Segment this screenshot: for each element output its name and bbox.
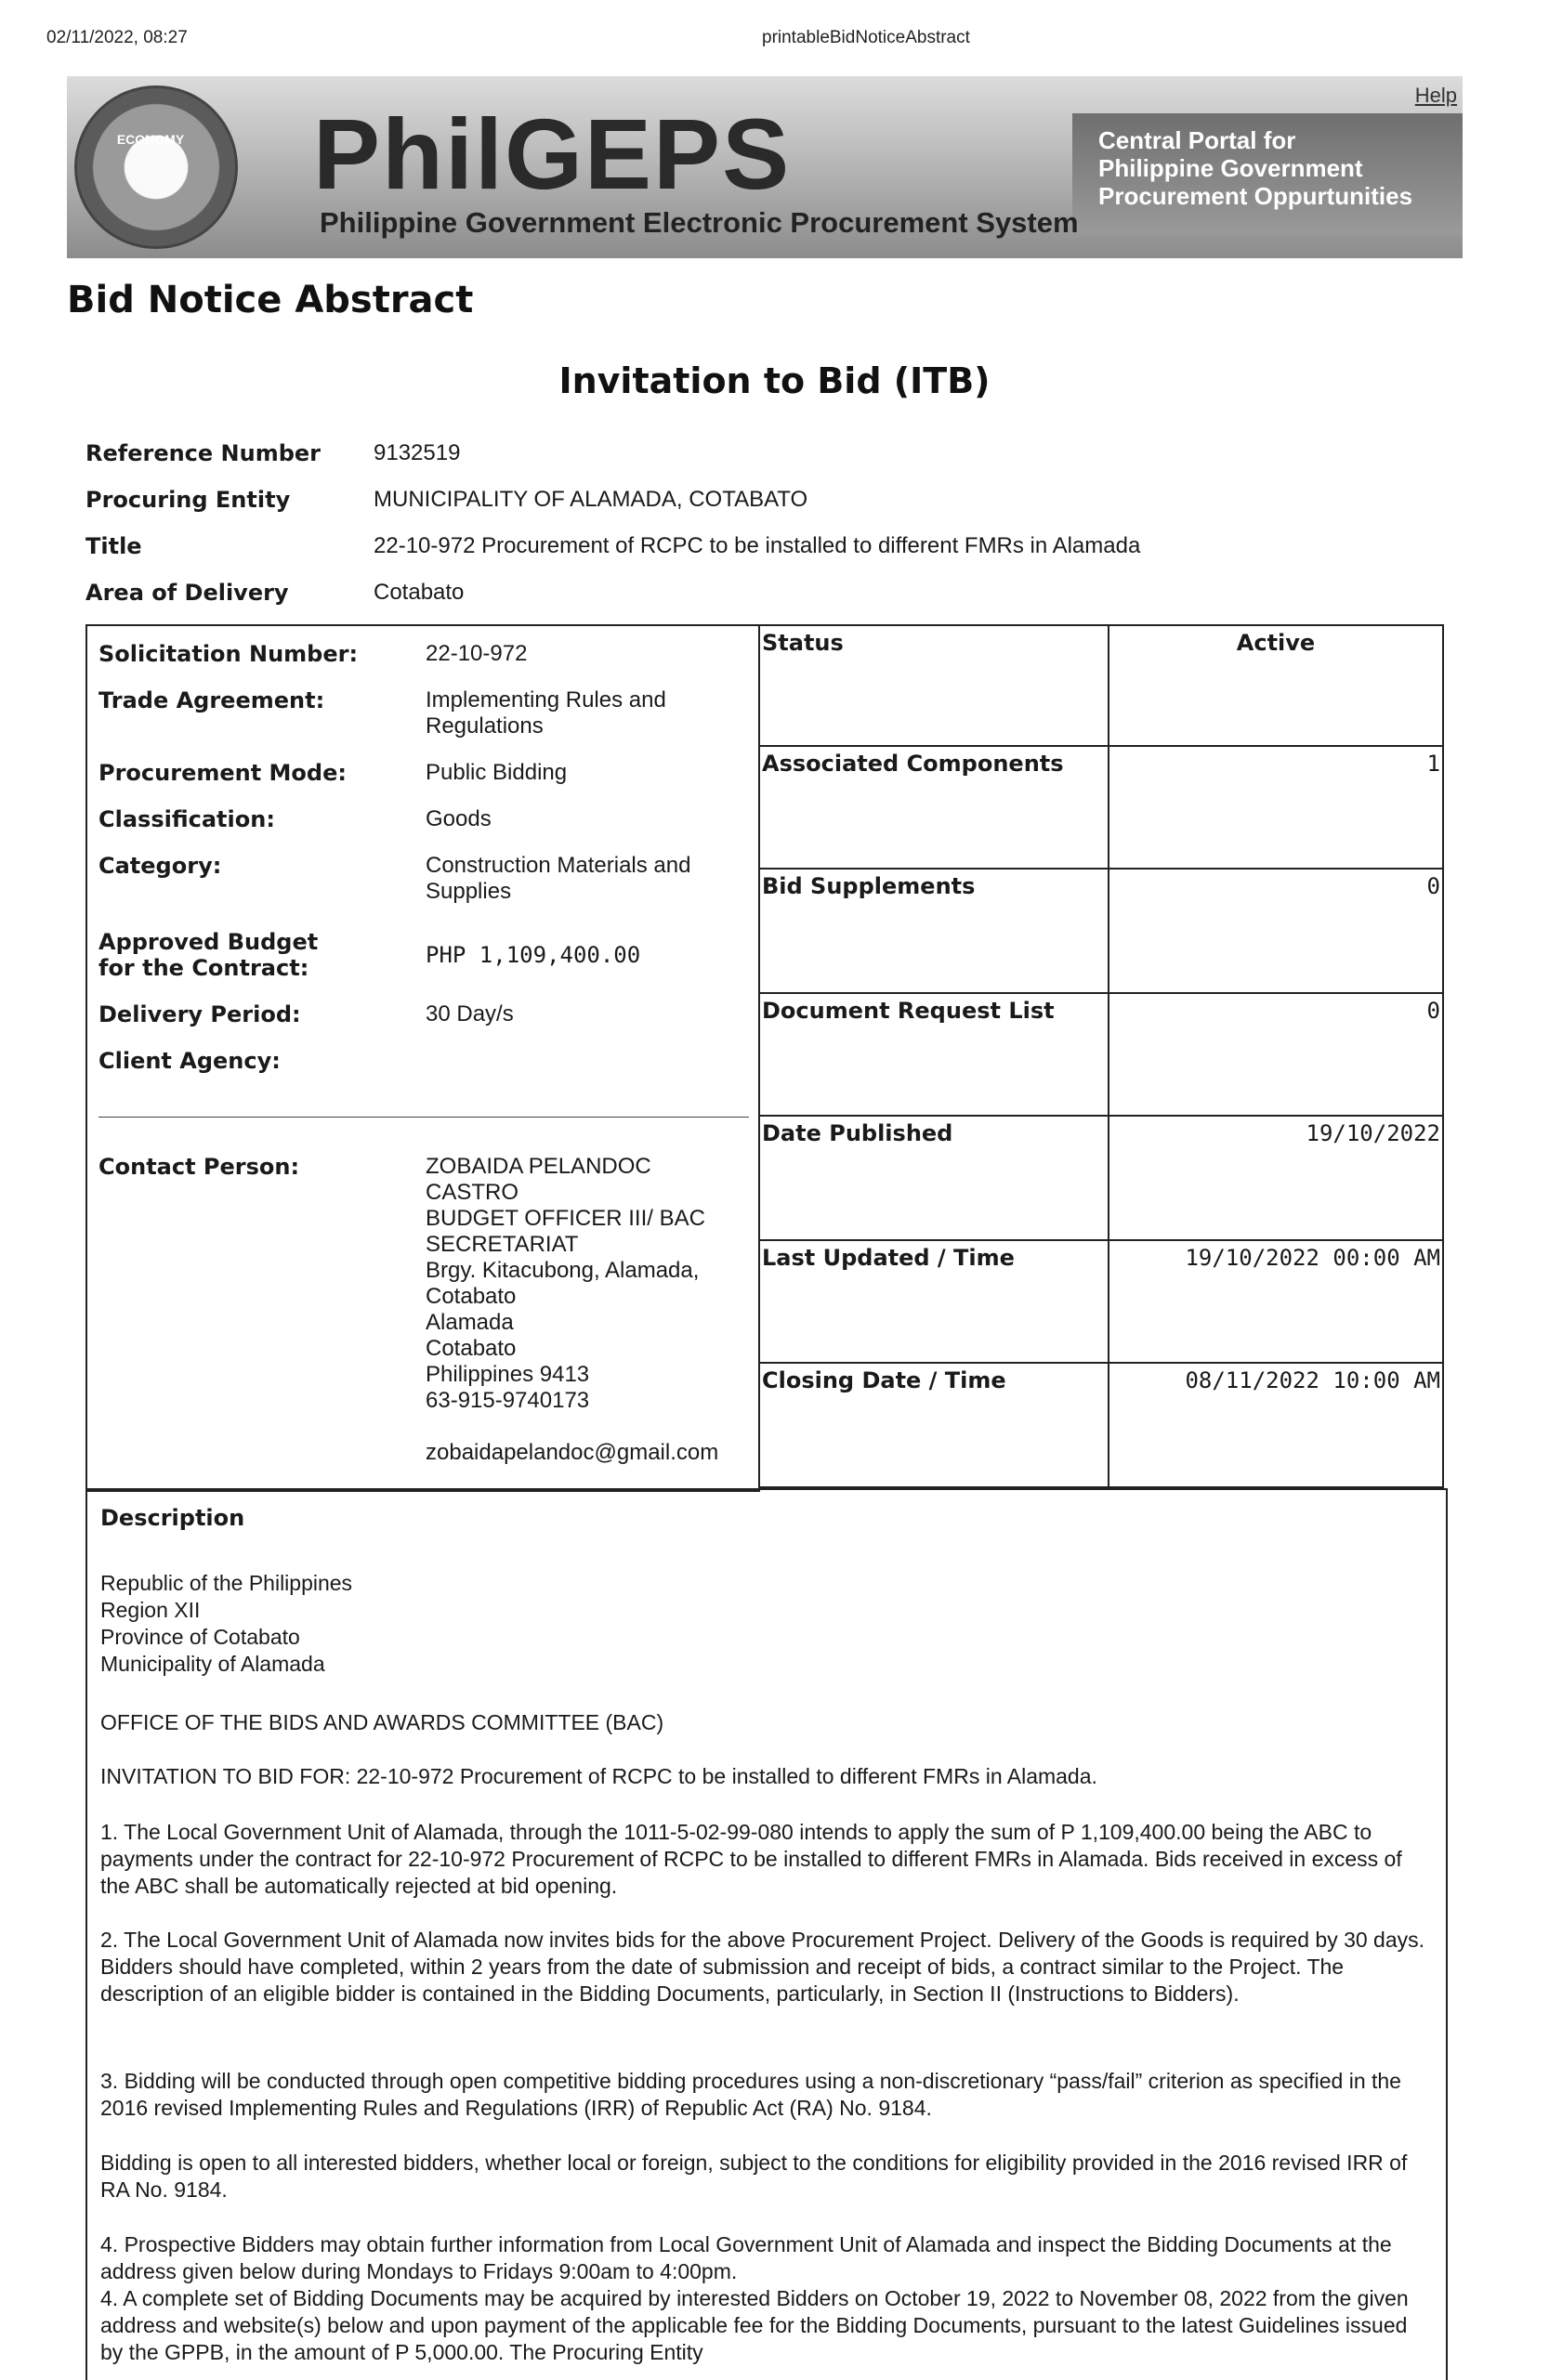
paragraph: 4. Prospective Bidders may obtain further information from Local Government Unit of Alamada and inspect the Bidding Documents at the address given below during Mondays to Fridays 9:00am to 4:00pm. xyxy=(100,2232,1392,2283)
doc-request-label: Document Request List xyxy=(762,998,1055,1024)
contact-details xyxy=(426,1154,751,1466)
detail-label: Solicitation Number: xyxy=(98,641,359,667)
closing-value: 08/11/2022 10:00 AM xyxy=(1185,1367,1440,1393)
detail-label: Client Agency: xyxy=(98,1048,281,1074)
detail-value: PHP 1,109,400.00 xyxy=(426,942,641,968)
contact-line: 63-915-9740173 xyxy=(426,1388,590,1413)
summary-value: 9132519 xyxy=(374,440,461,465)
paragraph: 2. The Local Government Unit of Alamada now invites bids for the above Procurement Project. Delivery of the Goods is required by 30 days. Bidders should have completed, within 2 years from the date of submission and receipt of bids, a contract similar to the Project. The description of an eligible bidder is contained in the Bidding Documents, particularly, in Section II (Instructions to Bidders). xyxy=(100,1928,1425,2006)
portal-tagline xyxy=(1098,126,1412,210)
address-line: Region XII xyxy=(100,1598,201,1622)
updated-value: 19/10/2022 00:00 AM xyxy=(1185,1245,1440,1271)
updated-value-cell xyxy=(1109,1241,1444,1364)
office-line: OFFICE OF THE BIDS AND AWARDS COMMITTEE (BAC) xyxy=(100,1710,664,1734)
updated-label-cell xyxy=(760,1241,1109,1364)
philgeps-logo: PhilGEPS xyxy=(313,98,792,210)
status-label-cell xyxy=(760,624,1109,747)
closing-value-cell xyxy=(1109,1364,1444,1488)
detail-label: Procurement Mode: xyxy=(98,760,347,786)
detail-label: Classification: xyxy=(98,806,275,832)
section-title: Invitation to Bid (ITB) xyxy=(558,360,991,401)
portal-line: Procurement Oppurtunities xyxy=(1098,182,1413,210)
components-value-cell xyxy=(1109,747,1444,870)
help-link[interactable]: Help xyxy=(1414,84,1457,107)
components-label-cell xyxy=(760,747,1109,870)
detail-value: 30 Day/s xyxy=(426,1001,514,1027)
address-line: Municipality of Alamada xyxy=(100,1652,325,1676)
summary-label: Reference Number xyxy=(85,440,322,466)
updated-label: Last Updated / Time xyxy=(762,1245,1015,1271)
detail-value: 22-10-972 xyxy=(426,641,528,666)
banner-subtitle: Philippine Government Electronic Procurement System xyxy=(320,206,1079,239)
contact-email: zobaidapelandoc@gmail.com xyxy=(426,1440,719,1465)
summary-label: Title xyxy=(85,533,142,559)
paragraph: 3. Bidding will be conducted through open competitive bidding procedures using a non-discretionary “pass/fail” criterion as specified in the 2016 revised Implementing Rules and Regulations (IRR) of Republic Act (RA) No. 9184. xyxy=(100,2069,1401,2120)
contact-line: Brgy. Kitacubong, Alamada, xyxy=(426,1258,700,1283)
detail-value: Implementing Rules and Regulations xyxy=(426,687,666,739)
published-label: Date Published xyxy=(762,1120,953,1146)
detail-label: Delivery Period: xyxy=(98,1001,301,1027)
summary-label: Procuring Entity xyxy=(85,487,291,513)
address-block xyxy=(100,1570,1429,1678)
components-label: Associated Components xyxy=(762,751,1064,777)
contact-line: Alamada xyxy=(426,1310,514,1335)
details-box xyxy=(85,624,760,1492)
print-header xyxy=(46,28,1503,56)
detail-label: Category: xyxy=(98,853,222,879)
paragraph: 1. The Local Government Unit of Alamada, through the 1011-5-02-99-080 intends to apply the sum of P 1,109,400.00 being the ABC to payments under the contract for 22-10-972 Procurement of RCPC to be installed to different FMRs in Alamada. Bids received in excess of the ABC shall be automatically rejected at bid opening. xyxy=(100,1820,1402,1898)
print-page-title: printableBidNoticeAbstract xyxy=(762,28,970,47)
supplements-value-cell xyxy=(1109,870,1444,994)
summary-value: 22-10-972 Procurement of RCPC to be installed to different FMRs in Alamada xyxy=(374,533,1141,558)
philgeps-seal-icon xyxy=(74,85,238,249)
summary-label: Area of Delivery xyxy=(85,580,289,606)
print-datetime: 02/11/2022, 08:27 xyxy=(46,28,188,47)
supplements-label-cell xyxy=(760,870,1109,994)
contact-line: Cotabato xyxy=(426,1284,517,1309)
summary-value: MUNICIPALITY OF ALAMADA, COTABATO xyxy=(374,487,808,512)
contact-line: SECRETARIAT xyxy=(426,1232,579,1257)
divider xyxy=(98,1117,749,1118)
detail-label: Trade Agreement: xyxy=(98,687,325,713)
contact-line: ZOBAIDA PELANDOC xyxy=(426,1154,651,1179)
page-title: Bid Notice Abstract xyxy=(67,279,474,321)
status-label: Status xyxy=(762,630,844,656)
itb-for-line: INVITATION TO BID FOR: 22-10-972 Procurement of RCPC to be installed to different FMRs in Alamada. xyxy=(100,1764,1097,1788)
paragraph: 4. A complete set of Bidding Documents may be acquired by interested Bidders on October 19, 2022 to November 08, 2022 from the given address and website(s) below and upon payment of the applicable fee for the Bidding Documents, pursuant to the latest Guidelines issued by the GPPB, in the amount of P 5,000.00. The Procuring Entity xyxy=(100,2286,1409,2364)
address-line: Republic of the Philippines xyxy=(100,1571,353,1595)
supplements-label: Bid Supplements xyxy=(762,873,976,899)
detail-label: Approved Budget for the Contract: xyxy=(98,929,319,981)
closing-label: Closing Date / Time xyxy=(762,1367,1006,1393)
closing-label-cell xyxy=(760,1364,1109,1488)
published-value: 19/10/2022 xyxy=(1306,1120,1440,1146)
detail-label: Contact Person: xyxy=(98,1154,300,1180)
contact-line: BUDGET OFFICER III/ BAC xyxy=(426,1206,705,1231)
components-value: 1 xyxy=(1426,751,1440,777)
published-label-cell xyxy=(760,1117,1109,1241)
description-box xyxy=(85,1488,1448,2380)
portal-line: Central Portal for xyxy=(1098,126,1296,154)
doc-request-value-cell xyxy=(1109,994,1444,1117)
paragraph: Bidding is open to all interested bidders, whether local or foreign, subject to the conditions for eligibility provided in the 2016 revised IRR of RA No. 9184. xyxy=(100,2151,1408,2202)
detail-value: Goods xyxy=(426,806,492,831)
status-value-cell xyxy=(1109,624,1444,747)
contact-line: Philippines 9413 xyxy=(426,1362,590,1387)
detail-value: Public Bidding xyxy=(426,760,568,785)
portal-line: Philippine Government xyxy=(1098,154,1363,182)
seal-text: ECONOMY xyxy=(116,132,185,147)
description-heading: Description xyxy=(100,1505,245,1531)
summary-value: Cotabato xyxy=(374,580,465,605)
address-line: Province of Cotabato xyxy=(100,1625,300,1649)
supplements-value: 0 xyxy=(1426,873,1440,899)
contact-line: Cotabato xyxy=(426,1336,517,1361)
doc-request-label-cell xyxy=(760,994,1109,1117)
contact-line: CASTRO xyxy=(426,1180,519,1205)
published-value-cell xyxy=(1109,1117,1444,1241)
philgeps-banner xyxy=(67,76,1463,258)
doc-request-value: 0 xyxy=(1426,998,1440,1024)
status-value: Active xyxy=(1236,630,1316,656)
detail-value: Construction Materials and Supplies xyxy=(426,853,691,904)
